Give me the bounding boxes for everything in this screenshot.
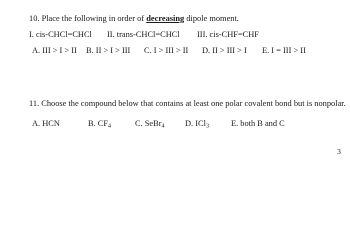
choice-11e: [231, 119, 285, 129]
choice-11c-label: C. SeBr: [135, 119, 162, 128]
choice-10c: C. I > III > II: [144, 46, 189, 55]
choice-11b: [88, 119, 111, 129]
question-11-stem: 11. Choose the compound below that contains at least one polar covalent bond but is nonpolar.: [29, 99, 346, 108]
choice-11b-label: B. CF: [88, 119, 109, 128]
choice-11d-subscript: 3: [205, 123, 209, 130]
choice-10d: D. II > III > I: [202, 46, 247, 55]
question-10-stem: [29, 14, 239, 24]
choice-10b: B. II > I > III: [86, 46, 131, 55]
question-10-stem-start: 10. Place the following in order of: [29, 14, 147, 23]
choice-10e: E. I = III > II: [262, 46, 306, 55]
choice-10a: A. III > I > II: [32, 46, 77, 55]
compound-ii: II. trans-CHCl=CHCl: [107, 30, 180, 39]
question-10-stem-end: dipole moment.: [184, 14, 239, 23]
choice-11b-subscript: 4: [108, 123, 112, 130]
compound-iii: III. cis-CHF=CHF: [197, 30, 259, 39]
choice-11c: [135, 119, 165, 129]
choice-11d: [185, 119, 209, 129]
choice-11a: [32, 119, 60, 129]
page-number: 3: [337, 147, 341, 156]
choice-11e-label: E. both B and C: [231, 119, 285, 128]
choice-11c-subscript: 4: [161, 123, 165, 130]
choice-11d-label: D. ICl: [185, 119, 206, 128]
compound-i: I. cis-CHCl=CHCl: [29, 30, 92, 39]
choice-11a-label: A. HCN: [32, 119, 60, 128]
question-10-emphasis: decreasing: [146, 14, 185, 23]
